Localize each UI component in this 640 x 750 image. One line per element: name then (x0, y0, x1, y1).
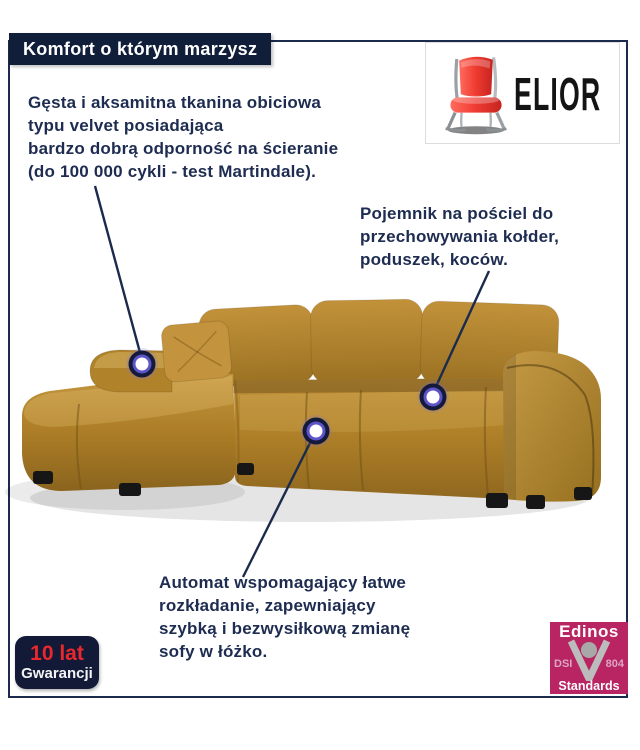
red-chair-icon (440, 51, 512, 135)
logo-box (425, 42, 620, 144)
annotation-fabric (28, 91, 338, 183)
banner (9, 33, 271, 65)
decorative-pillow (161, 320, 233, 383)
annotation-storage (360, 202, 559, 271)
standards-brand: Edinos (559, 622, 619, 641)
annotation-fabric-line: bardzo dobrą odporność na ścieranie (28, 139, 339, 158)
standards-badge (550, 622, 628, 694)
callout-marker-mechanism (300, 415, 332, 447)
callout-line-fabric (95, 186, 142, 360)
standards-left-label: DSI (554, 658, 573, 670)
annotation-fabric-line: (do 100 000 cykli - test Martindale). (28, 162, 316, 181)
callout-marker-storage (417, 381, 449, 413)
annotation-storage-line: poduszek, koców. (360, 250, 509, 269)
annotation-fabric-line: Gęsta i aksamitna tkanina obiciowa (28, 93, 322, 112)
annotation-fabric-line: typu velvet posiadająca (28, 116, 224, 135)
sofa-armrest-right (503, 351, 601, 502)
callout-marker-fabric (126, 348, 158, 380)
back-pillow-middle (310, 299, 423, 384)
annotation-mechanism-line: rozkładanie, zapewniający (159, 596, 376, 615)
logo-brand: ELIOR (514, 68, 602, 120)
annotation-mechanism-line: sofy w łóżko. (159, 642, 268, 661)
annotation-storage-line: Pojemnik na pościel do (360, 204, 554, 223)
standards-v-icon (567, 639, 611, 681)
standards-right-label: 804 (605, 658, 624, 670)
warranty-label: Gwarancji (21, 665, 93, 682)
annotation-mechanism-line: szybką i bezwysiłkową zmianę (159, 619, 411, 638)
warranty-badge (15, 636, 99, 689)
annotation-mechanism-line: Automat wspomagający łatwe (159, 573, 407, 592)
banner-title: Komfort o którym marzysz (23, 38, 258, 59)
annotation-storage-line: przechowywania kołder, (360, 227, 560, 246)
warranty-value: 10 lat (30, 642, 84, 665)
annotation-mechanism (159, 571, 410, 663)
standards-bottom-label: Standards (558, 679, 620, 693)
